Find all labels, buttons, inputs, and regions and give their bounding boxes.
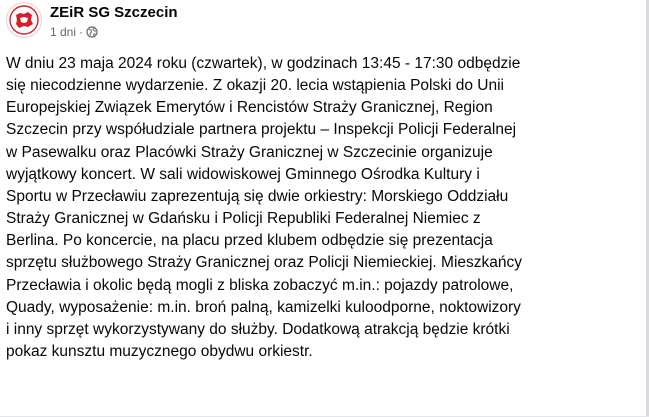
- post-text-line: w Pasewalku oraz Placówki Straży Granicznej w Szczecinie organizuje: [6, 143, 493, 161]
- page-name-link[interactable]: ZEiR SG Szczecin: [50, 4, 178, 21]
- post-text-line: Przecławia i okolic będą mogli z bliska zobaczyć m.in.: pojazdy patrolowe,: [6, 276, 514, 294]
- post-text-line: Szczecin przy współudziale partnera projektu – Inspekcji Policji Federalnej: [6, 121, 517, 139]
- post-text-line: Europejskiej Związek Emerytów i Rencistów Straży Granicznej, Region: [6, 99, 493, 117]
- post-text-line: Berlina. Po koncercie, na placu przed klubem odbędzie się prezentacja: [6, 232, 493, 250]
- post-text-line: W dniu 23 maja 2024 roku (czwartek), w godzinach 13:45 - 17:30 odbędzie: [6, 55, 521, 72]
- separator-dot: ·: [79, 25, 84, 39]
- post-text-line: i inny sprzęt wykorzystywany do służby. Dodatkową atrakcją będzie krótki: [6, 320, 510, 338]
- post-meta: [50, 3, 178, 40]
- post-subtitle: [50, 24, 178, 40]
- post-text-line: Sportu w Przecławiu zaprezentują się dwie orkiestry: Morskiego Oddziału: [6, 187, 509, 205]
- globe-icon[interactable]: [86, 26, 98, 38]
- post-text-line: wyjątkowy koncert. W sali widowiskowej Gminnego Ośrodka Kultury i: [6, 165, 480, 183]
- post-text-line: się niecodzienne wydarzenie. Z okazji 20. lecia wstąpienia Polski do Unii: [6, 77, 504, 95]
- page-avatar[interactable]: [6, 2, 42, 38]
- post-header: [6, 2, 178, 40]
- post-timestamp[interactable]: 1 dni: [50, 25, 77, 39]
- post-text-line: Quady, wyposażenie: m.in. broń palną, kamizelki kuloodporne, noktowizory: [6, 298, 521, 316]
- post-text-line: Straży Granicznej w Gdańsku i Policji Republiki Federalnej Niemiec z: [6, 210, 481, 228]
- post-text-line: sprzętu służbowego Straży Granicznej oraz Policji Niemieckiej. Mieszkańcy: [6, 254, 522, 272]
- post-text-line: pokaz kunsztu muzycznego obydwu orkiestr.: [6, 343, 313, 361]
- organization-logo-icon: [7, 3, 41, 37]
- post-body-text: [6, 53, 636, 363]
